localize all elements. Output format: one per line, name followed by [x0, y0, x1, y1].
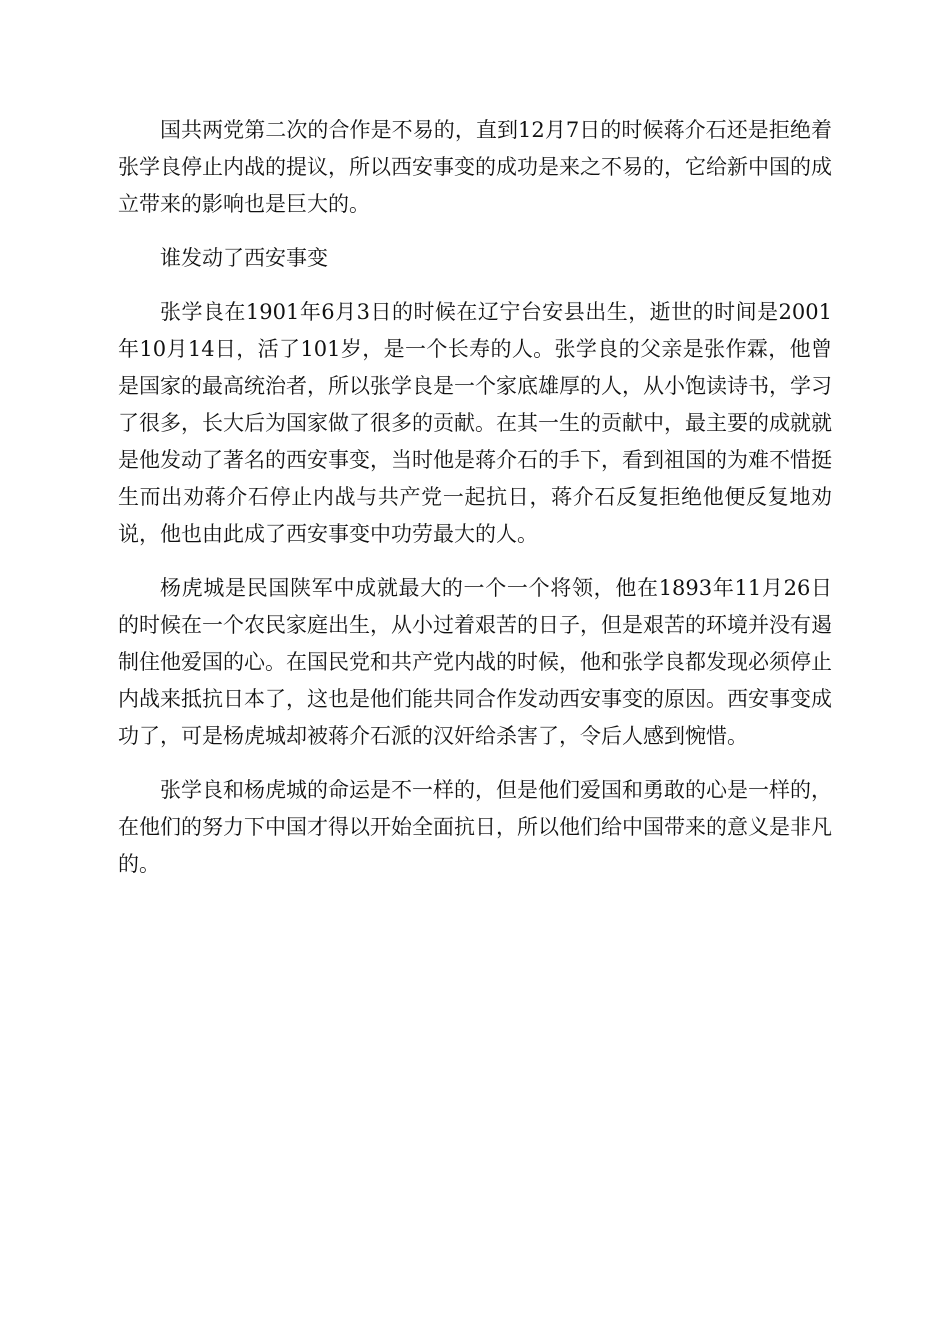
paragraph-zhang-xueliang: 张学良在1901年6月3日的时候在辽宁台安县出生，逝世的时间是2001年10月14日，活了101岁，是一个长寿的人。张学良的父亲是张作霖，他曾是国家的最高统治者，所以张学良是一个家底雄厚的人，从小饱读诗书，学习了很多，长大后为国家做了很多的贡献。在其一生的贡献中，最主要的成就就是他发动了著名的西安事变，当时他是蒋介石的手下，看到祖国的为难不惜挺生而出劝蒋介石停止内战与共产党一起抗日，蒋介石反复拒绝他便反复地劝说，他也由此成了西安事变中功劳最大的人。: [118, 300, 832, 546]
paragraph-intro: 国共两党第二次的合作是不易的，直到12月7日的时候蒋介石还是拒绝着张学良停止内战的提议，所以西安事变的成功是来之不易的，它给新中国的成立带来的影响也是巨大的。: [118, 118, 832, 216]
section-heading: 谁发动了西安事变: [160, 246, 328, 270]
document-body: [118, 112, 832, 900]
paragraph-conclusion: 张学良和杨虎城的命运是不一样的，但是他们爱国和勇敢的心是一样的，在他们的努力下中国才得以开始全面抗日，所以他们给中国带来的意义是非凡的。: [118, 778, 832, 876]
paragraph-yang-hucheng: 杨虎城是民国陕军中成就最大的一个一个将领，他在1893年11月26日的时候在一个农民家庭出生，从小过着艰苦的日子，但是艰苦的环境并没有遏制住他爱国的心。在国民党和共产党内战的时候，他和张学良都发现必须停止内战来抵抗日本了，这也是他们能共同合作发动西安事变的原因。西安事变成功了，可是杨虎城却被蒋介石派的汉奸给杀害了，令后人感到惋惜。: [118, 576, 832, 748]
